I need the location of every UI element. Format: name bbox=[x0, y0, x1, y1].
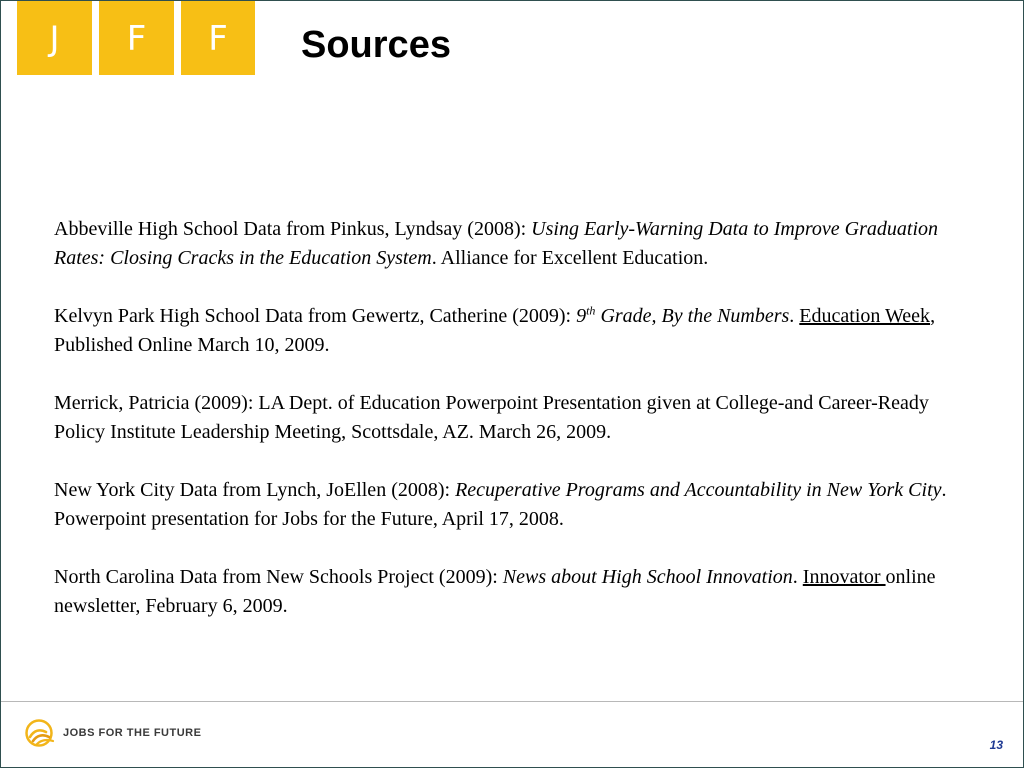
source-entry-new-york bbox=[54, 476, 964, 534]
source-entry-kelvyn-park bbox=[54, 302, 964, 360]
source-tail: . Powerpoint presentation for Jobs for the Future, April 17, 2008. bbox=[54, 479, 947, 530]
logo-tile-f-second: F bbox=[181, 1, 255, 75]
footer-logo bbox=[25, 719, 201, 747]
source-entry-merrick bbox=[54, 389, 964, 447]
source-lead: North Carolina Data from New Schools Project (2009): bbox=[54, 566, 503, 588]
source-tail: , Published Online March 10, 2009. bbox=[54, 305, 936, 356]
source-title-number: 9 bbox=[576, 305, 587, 327]
footer-divider bbox=[1, 701, 1023, 702]
source-title-rest: Grade, By the Numbers bbox=[595, 305, 790, 327]
publication-name: Innovator bbox=[802, 566, 886, 588]
source-title-superscript: th bbox=[586, 303, 596, 318]
sources-list bbox=[54, 215, 964, 621]
source-entry-abbeville bbox=[54, 215, 964, 273]
logo-tile-f: F bbox=[99, 1, 174, 75]
source-title: Using Early-Warning Data to Improve Graduation Rates: Closing Cracks in the Education System bbox=[54, 218, 939, 269]
logo-tile-j: J bbox=[17, 1, 92, 75]
source-mid: . bbox=[792, 566, 803, 588]
source-entry-north-carolina bbox=[54, 563, 964, 621]
source-mid: . bbox=[789, 305, 800, 327]
source-lead: Abbeville High School Data from Pinkus, Lyndsay (2008): bbox=[54, 218, 532, 240]
publication-name: Education Week bbox=[799, 305, 931, 327]
source-title: Recuperative Programs and Accountability in New York City bbox=[455, 479, 942, 501]
source-lead: Kelvyn Park High School Data from Gewertz, Catherine (2009): bbox=[54, 305, 577, 327]
source-tail: . Alliance for Excellent Education. bbox=[431, 247, 709, 269]
footer-logo-text: JOBS FOR THE FUTURE bbox=[63, 727, 202, 739]
source-title bbox=[576, 305, 789, 327]
source-lead: New York City Data from Lynch, JoEllen (2008): bbox=[54, 479, 456, 501]
page-number: 13 bbox=[989, 738, 1003, 752]
source-text: Merrick, Patricia (2009): LA Dept. of Education Powerpoint Presentation given at College-and Career-Ready Policy Institute Leadership Meeting, Scottsdale, AZ. March 26, 2009. bbox=[54, 392, 929, 443]
slide-title: Sources bbox=[301, 24, 451, 66]
jff-swirl-icon bbox=[25, 719, 57, 747]
source-title: News about High School Innovation bbox=[502, 566, 793, 588]
source-tail: online newsletter, February 6, 2009. bbox=[54, 566, 936, 617]
